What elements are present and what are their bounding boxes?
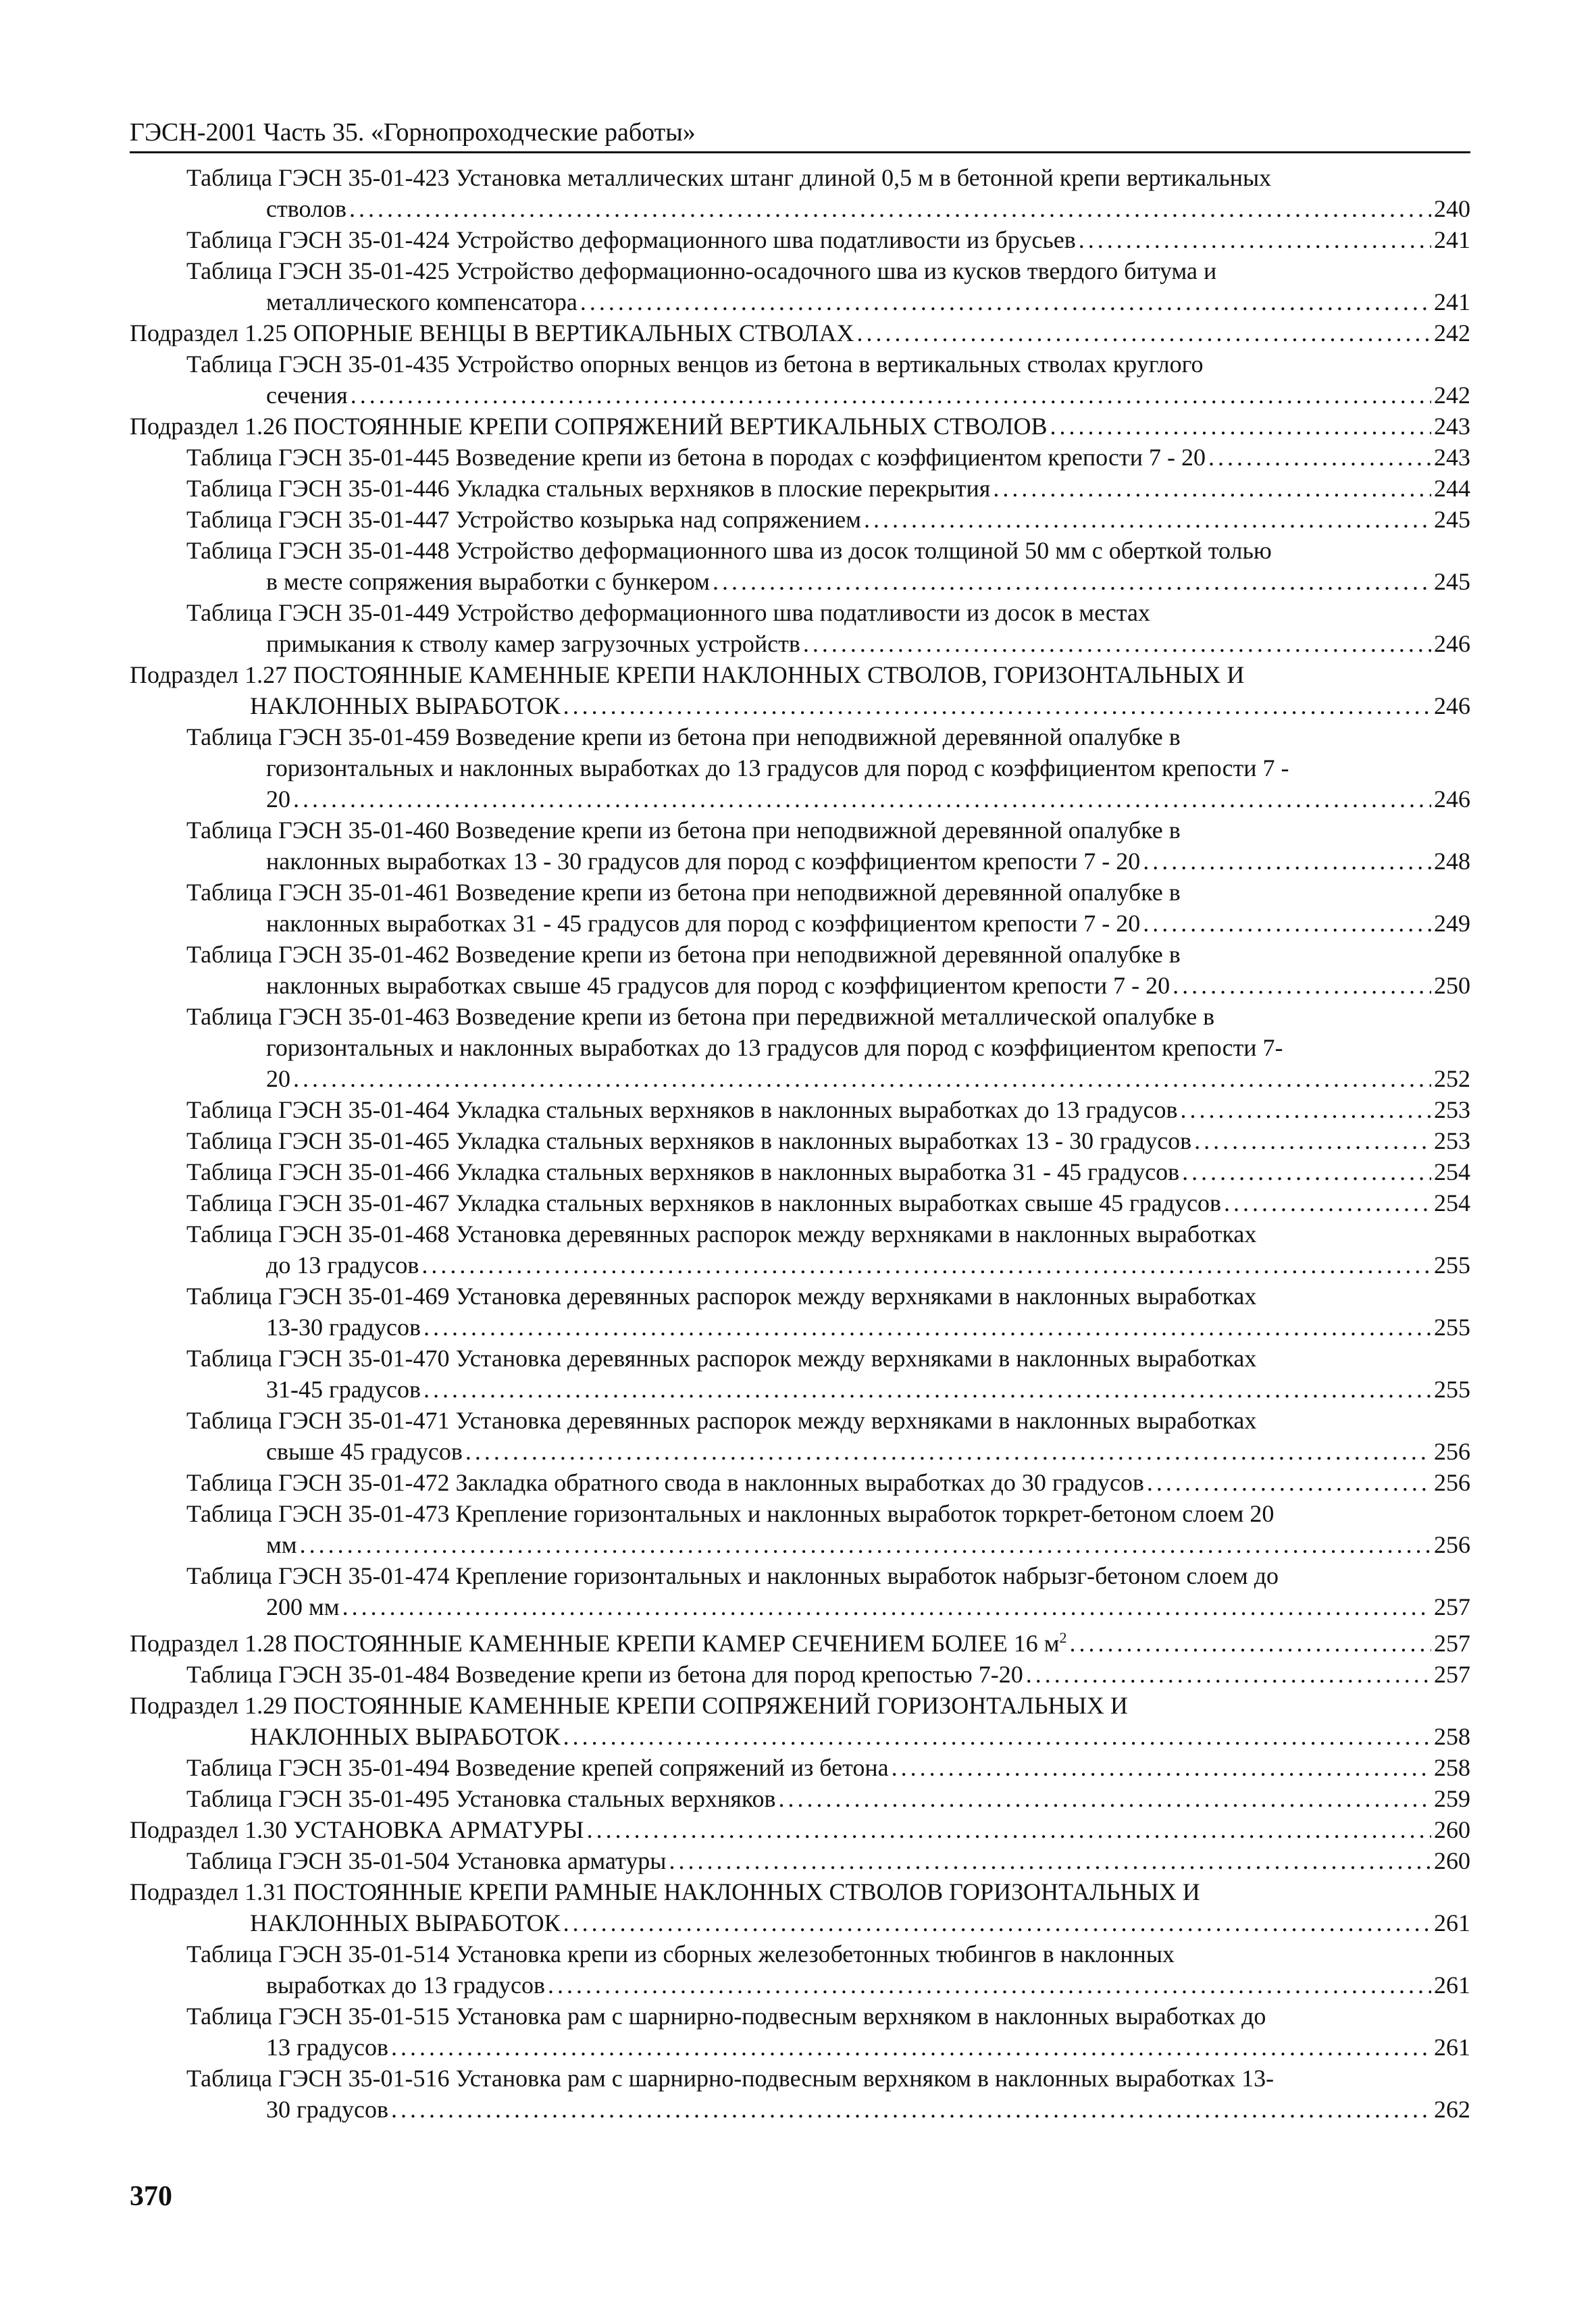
- toc-subsection-entry[interactable]: [130, 659, 1470, 721]
- dot-leader: [342, 1591, 1431, 1622]
- toc-page-number: 246: [1434, 630, 1470, 657]
- toc-page-number: 257: [1434, 1661, 1470, 1688]
- toc-table-entry[interactable]: [130, 1752, 1470, 1783]
- toc-entry-text: Таблица ГЭСН 35-01-516 Установка рам с шарнирно-подвесным верхняком в наклонных выработках 13-: [186, 2065, 1275, 2092]
- dot-leader: [1181, 1094, 1432, 1125]
- toc-page-number: 259: [1434, 1785, 1470, 1812]
- toc-page-number: 255: [1434, 1252, 1470, 1279]
- dot-leader: [587, 1814, 1431, 1845]
- dot-leader: [1194, 1125, 1431, 1156]
- toc-table-entry[interactable]: [130, 1281, 1470, 1343]
- toc-page-number: 246: [1434, 786, 1470, 813]
- toc-table-entry[interactable]: [130, 1467, 1470, 1498]
- toc-entry-text: мм: [266, 1531, 297, 1558]
- toc-entry-text: НАКЛОННЫХ ВЫРАБОТОК: [250, 1723, 561, 1750]
- toc-table-entry[interactable]: [130, 1218, 1470, 1281]
- dot-leader: [1182, 1156, 1431, 1187]
- toc-page-number: 252: [1434, 1065, 1470, 1092]
- dot-leader: [1173, 970, 1431, 1001]
- dot-leader: [1079, 224, 1431, 255]
- toc-table-entry[interactable]: [130, 2063, 1470, 2125]
- toc-entry-text: Таблица ГЭСН 35-01-468 Установка деревянных распорок между верхняками в наклонных выработках: [186, 1220, 1257, 1248]
- dot-leader: [548, 1970, 1431, 2001]
- toc-table-entry[interactable]: [130, 504, 1470, 535]
- dot-leader: [563, 690, 1431, 721]
- toc-page-number: 242: [1434, 319, 1470, 346]
- dot-leader: [391, 2032, 1431, 2063]
- toc-entry-text: Таблица ГЭСН 35-01-424 Устройство деформационного шва податливости из брусьев: [186, 226, 1076, 253]
- toc-page-number: 255: [1434, 1314, 1470, 1341]
- toc-table-entry[interactable]: [130, 939, 1470, 1001]
- toc-page-number: 244: [1434, 475, 1470, 502]
- toc-page-number: 255: [1434, 1376, 1470, 1403]
- toc-entry-text: Таблица ГЭСН 35-01-465 Укладка стальных верхняков в наклонных выработках 13 - 30 градусов: [186, 1127, 1192, 1154]
- dot-leader: [1208, 442, 1431, 473]
- toc-entry-text: наклонных выработках 13 - 30 градусов для пород с коэффициентом крепости 7 - 20: [266, 848, 1141, 875]
- dot-leader: [1147, 1467, 1431, 1498]
- toc-table-entry[interactable]: [130, 442, 1470, 473]
- dot-leader: [669, 1845, 1431, 1876]
- dot-leader: [349, 193, 1431, 224]
- dot-leader: [391, 2094, 1431, 2125]
- toc-page-number: 257: [1434, 1593, 1470, 1620]
- page-number: 370: [130, 2181, 172, 2212]
- toc-page-number: 246: [1434, 692, 1470, 719]
- toc-page-number: 261: [1434, 1972, 1470, 1999]
- toc-table-entry[interactable]: [130, 1659, 1470, 1690]
- dot-leader: [1143, 846, 1431, 877]
- toc-entry-text: наклонных выработках 31 - 45 градусов для пород с коэффициентом крепости 7 - 20: [266, 910, 1141, 937]
- toc-page-number: 253: [1434, 1096, 1470, 1123]
- toc-table-entry[interactable]: [130, 1125, 1470, 1156]
- toc-entry-text: до 13 градусов: [266, 1252, 419, 1279]
- toc-entry-text: Таблица ГЭСН 35-01-484 Возведение крепи из бетона для пород крепостью 7-20: [186, 1661, 1023, 1688]
- toc-entry-text: Подраздел 1.26 ПОСТОЯННЫЕ КРЕПИ СОПРЯЖЕНИЙ ВЕРТИКАЛЬНЫХ СТВОЛОВ: [130, 413, 1048, 440]
- toc-page-number: 258: [1434, 1754, 1470, 1781]
- dot-leader: [465, 1436, 1431, 1467]
- toc-entry-text: 13 градусов: [266, 2034, 389, 2061]
- dot-leader: [293, 783, 1431, 815]
- toc-entry-text: Таблица ГЭСН 35-01-446 Укладка стальных верхняков в плоские перекрытия: [186, 475, 991, 502]
- toc-entry-text: Подраздел 1.28 ПОСТОЯННЫЕ КАМЕННЫЕ КРЕПИ КАМЕР СЕЧЕНИЕМ БОЛЕЕ 16 $м^2$: [130, 1629, 1067, 1657]
- toc-page-number: 242: [1434, 382, 1470, 409]
- dot-leader: [713, 566, 1431, 597]
- toc-entry-text: стволов: [266, 195, 346, 222]
- toc-page-number: 258: [1434, 1723, 1470, 1750]
- toc-page-number: 262: [1434, 2096, 1470, 2123]
- toc-entry-text: Таблица ГЭСН 35-01-473 Крепление горизонтальных и наклонных выработок торкрет-бетоном слоем 20: [186, 1500, 1275, 1527]
- dot-leader: [803, 628, 1431, 659]
- toc-table-entry[interactable]: [130, 1498, 1470, 1560]
- dot-leader: [351, 380, 1431, 411]
- toc-page-number: 243: [1434, 413, 1470, 440]
- toc-entry-text: Таблица ГЭСН 35-01-425 Устройство деформационно-осадочного шва из кусков твердого битума и: [186, 257, 1217, 284]
- toc-page-number: 245: [1434, 568, 1470, 595]
- dot-leader: [300, 1529, 1431, 1560]
- toc-page-number: 254: [1434, 1189, 1470, 1216]
- toc-entry-text: Таблица ГЭСН 35-01-464 Укладка стальных верхняков в наклонных выработках до 13 градусов: [186, 1096, 1178, 1123]
- toc-table-entry[interactable]: [130, 1343, 1470, 1405]
- toc-entry-text: НАКЛОННЫХ ВЫРАБОТОК: [250, 1909, 561, 1936]
- toc-subsection-entry[interactable]: [130, 1622, 1470, 1659]
- toc-entry-text: Подраздел 1.30 УСТАНОВКА АРМАТУРЫ: [130, 1816, 584, 1843]
- toc-entry-text: выработках до 13 градусов: [266, 1972, 546, 1999]
- toc-entry-text: Таблица ГЭСН 35-01-449 Устройство деформационного шва податливости из досок в местах: [186, 599, 1150, 626]
- toc-table-entry[interactable]: [130, 162, 1470, 224]
- toc-entry-text: в месте сопряжения выработки с бункером: [266, 568, 710, 595]
- toc-entry-text: Таблица ГЭСН 35-01-494 Возведение крепей сопряжений из бетона: [186, 1754, 889, 1781]
- toc-page-number: 245: [1434, 506, 1470, 533]
- toc-table-entry[interactable]: [130, 597, 1470, 659]
- toc-table-entry[interactable]: [130, 224, 1470, 255]
- toc-page-number: 256: [1434, 1438, 1470, 1465]
- toc-subsection-entry[interactable]: [130, 411, 1470, 442]
- toc-table-entry[interactable]: [130, 815, 1470, 877]
- toc-subsection-entry[interactable]: [130, 1876, 1470, 1938]
- toc-entry-text: Таблица ГЭСН 35-01-445 Возведение крепи из бетона в породах с коэффициентом крепости 7 - 20: [186, 444, 1206, 471]
- toc-page-number: 250: [1434, 972, 1470, 999]
- toc-page-number: 260: [1434, 1816, 1470, 1843]
- dot-leader: [779, 1783, 1431, 1814]
- toc-entry-text: Таблица ГЭСН 35-01-471 Установка деревянных распорок между верхняками в наклонных выработках: [186, 1407, 1257, 1434]
- toc-entry-text: Таблица ГЭСН 35-01-462 Возведение крепи из бетона при неподвижной деревянной опалубке в: [186, 941, 1181, 968]
- dot-leader: [856, 317, 1431, 349]
- toc-entry-text: 31-45 градусов: [266, 1376, 421, 1403]
- toc-table-entry[interactable]: [130, 721, 1470, 815]
- dot-leader: [423, 1312, 1431, 1343]
- dot-leader: [1143, 908, 1431, 939]
- toc-subsection-entry[interactable]: [130, 317, 1470, 349]
- toc-entry-text: наклонных выработках свыше 45 градусов для пород с коэффициентом крепости 7 - 20: [266, 972, 1170, 999]
- dot-leader: [580, 286, 1431, 317]
- toc-entry-text: Таблица ГЭСН 35-01-466 Укладка стальных верхняков в наклонных выработка 31 - 45 градусов: [186, 1158, 1180, 1185]
- toc-entry-text: 30 градусов: [266, 2096, 389, 2123]
- toc-entry-text: примыкания к стволу камер загрузочных устройств: [266, 630, 800, 657]
- toc-entry-text: 20: [266, 1065, 290, 1092]
- toc-entry-text: НАКЛОННЫХ ВЫРАБОТОК: [250, 692, 561, 719]
- toc-entry-text: Таблица ГЭСН 35-01-423 Установка металлических штанг длиной 0,5 м в бетонной крепи вертикальных: [186, 164, 1272, 191]
- toc-entry-text: Таблица ГЭСН 35-01-469 Установка деревянных распорок между верхняками в наклонных выработках: [186, 1283, 1257, 1310]
- toc-table-entry[interactable]: [130, 1156, 1470, 1187]
- table-of-contents: [130, 162, 1470, 2125]
- toc-entry-text: Таблица ГЭСН 35-01-460 Возведение крепи из бетона при неподвижной деревянной опалубке в: [186, 817, 1181, 844]
- toc-entry-text: Таблица ГЭСН 35-01-461 Возведение крепи из бетона при неподвижной деревянной опалубке в: [186, 879, 1181, 906]
- toc-entry-text: Подраздел 1.27 ПОСТОЯННЫЕ КАМЕННЫЕ КРЕПИ НАКЛОННЫХ СТВОЛОВ, ГОРИЗОНТАЛЬНЫХ И: [130, 661, 1245, 688]
- toc-table-entry[interactable]: [130, 1094, 1470, 1125]
- toc-table-entry[interactable]: [130, 255, 1470, 317]
- toc-table-entry[interactable]: [130, 2001, 1470, 2063]
- header-title: ГЭСН-2001 Часть 35. «Горнопроходческие работы»: [130, 118, 696, 147]
- toc-page-number: 248: [1434, 848, 1470, 875]
- toc-entry-text: Таблица ГЭСН 35-01-495 Установка стальных верхняков: [186, 1785, 776, 1812]
- toc-page-number: 257: [1434, 1630, 1470, 1657]
- toc-entry-text: 20: [266, 786, 290, 813]
- dot-leader: [563, 1907, 1431, 1938]
- toc-entry-text: свыше 45 градусов: [266, 1438, 463, 1465]
- dot-leader: [563, 1721, 1431, 1752]
- toc-table-entry[interactable]: [130, 1845, 1470, 1876]
- toc-entry-text: Таблица ГЭСН 35-01-463 Возведение крепи из бетона при передвижной металлической опалубке в: [186, 1003, 1215, 1030]
- toc-table-entry[interactable]: [130, 1001, 1470, 1094]
- toc-entry-text: Таблица ГЭСН 35-01-515 Установка рам с шарнирно-подвесным верхняком в наклонных выработках до: [186, 2003, 1266, 2030]
- running-header: [130, 116, 1470, 153]
- dot-leader: [1026, 1659, 1431, 1690]
- toc-entry-text: Таблица ГЭСН 35-01-514 Установка крепи из сборных железобетонных тюбингов в наклонных: [186, 1940, 1175, 1968]
- toc-entry-text: Таблица ГЭСН 35-01-467 Укладка стальных верхняков в наклонных выработках свыше 45 градусов: [186, 1189, 1222, 1216]
- toc-table-entry[interactable]: [130, 877, 1470, 939]
- dot-leader: [293, 1063, 1431, 1094]
- toc-entry-text: горизонтальных и наклонных выработках до 13 градусов для пород с коэффициентом крепости 7 -: [266, 754, 1289, 781]
- toc-table-entry[interactable]: [130, 1405, 1470, 1467]
- toc-page-number: 243: [1434, 444, 1470, 471]
- toc-page-number: 241: [1434, 288, 1470, 315]
- toc-table-entry[interactable]: [130, 535, 1470, 597]
- toc-entry-text: Таблица ГЭСН 35-01-447 Устройство козырька над сопряжением: [186, 506, 862, 533]
- toc-page-number: 240: [1434, 195, 1470, 222]
- toc-table-entry[interactable]: [130, 349, 1470, 411]
- toc-table-entry[interactable]: [130, 1783, 1470, 1814]
- toc-subsection-entry[interactable]: [130, 1690, 1470, 1752]
- toc-entry-text: Таблица ГЭСН 35-01-474 Крепление горизонтальных и наклонных выработок набрызг-бетоном слоем до: [186, 1562, 1279, 1589]
- toc-entry-text: Таблица ГЭСН 35-01-504 Установка арматуры: [186, 1847, 667, 1874]
- dot-leader: [892, 1752, 1431, 1783]
- dot-leader: [1050, 411, 1431, 442]
- dot-leader: [993, 473, 1431, 504]
- toc-table-entry[interactable]: [130, 1938, 1470, 2001]
- toc-entry-text: Таблица ГЭСН 35-01-470 Установка деревянных распорок между верхняками в наклонных выработках: [186, 1345, 1257, 1372]
- dot-leader: [1070, 1628, 1432, 1659]
- toc-entry-text: Таблица ГЭСН 35-01-472 Закладка обратного свода в наклонных выработках до 30 градусов: [186, 1469, 1144, 1496]
- toc-page-number: 249: [1434, 910, 1470, 937]
- dot-leader: [1224, 1187, 1431, 1218]
- toc-table-entry[interactable]: [130, 1560, 1470, 1622]
- toc-entry-text: горизонтальных и наклонных выработках до 13 градусов для пород с коэффициентом крепости 7-: [266, 1034, 1283, 1061]
- toc-page-number: 261: [1434, 2034, 1470, 2061]
- toc-page-number: 254: [1434, 1158, 1470, 1185]
- toc-page-number: 261: [1434, 1909, 1470, 1936]
- toc-entry-text: 200 мм: [266, 1593, 340, 1620]
- toc-page-number: 241: [1434, 226, 1470, 253]
- toc-entry-text: Подраздел 1.29 ПОСТОЯННЫЕ КАМЕННЫЕ КРЕПИ СОПРЯЖЕНИЙ ГОРИЗОНТАЛЬНЫХ И: [130, 1692, 1128, 1719]
- toc-entry-text: Таблица ГЭСН 35-01-448 Устройство деформационного шва из досок толщиной 50 мм с оберткой толью: [186, 537, 1272, 564]
- toc-entry-text: сечения: [266, 382, 348, 409]
- toc-table-entry[interactable]: [130, 1187, 1470, 1218]
- toc-page-number: 260: [1434, 1847, 1470, 1874]
- dot-leader: [864, 504, 1431, 535]
- dot-leader: [421, 1250, 1431, 1281]
- toc-entry-text: Подраздел 1.31 ПОСТОЯННЫЕ КРЕПИ РАМНЫЕ НАКЛОННЫХ СТВОЛОВ ГОРИЗОНТАЛЬНЫХ И: [130, 1878, 1200, 1905]
- toc-table-entry[interactable]: [130, 473, 1470, 504]
- toc-entry-text: Таблица ГЭСН 35-01-435 Устройство опорных венцов из бетона в вертикальных стволах круглого: [186, 351, 1204, 378]
- toc-entry-text: Подраздел 1.25 ОПОРНЫЕ ВЕНЦЫ В ВЕРТИКАЛЬНЫХ СТВОЛАХ: [130, 319, 854, 346]
- toc-entry-text: Таблица ГЭСН 35-01-459 Возведение крепи из бетона при неподвижной деревянной опалубке в: [186, 723, 1181, 750]
- toc-entry-text: 13-30 градусов: [266, 1314, 421, 1341]
- toc-subsection-entry[interactable]: [130, 1814, 1470, 1845]
- toc-page-number: 253: [1434, 1127, 1470, 1154]
- toc-page-number: 256: [1434, 1531, 1470, 1558]
- toc-page-number: 256: [1434, 1469, 1470, 1496]
- toc-entry-text: металлического компенсатора: [266, 288, 577, 315]
- dot-leader: [423, 1374, 1431, 1405]
